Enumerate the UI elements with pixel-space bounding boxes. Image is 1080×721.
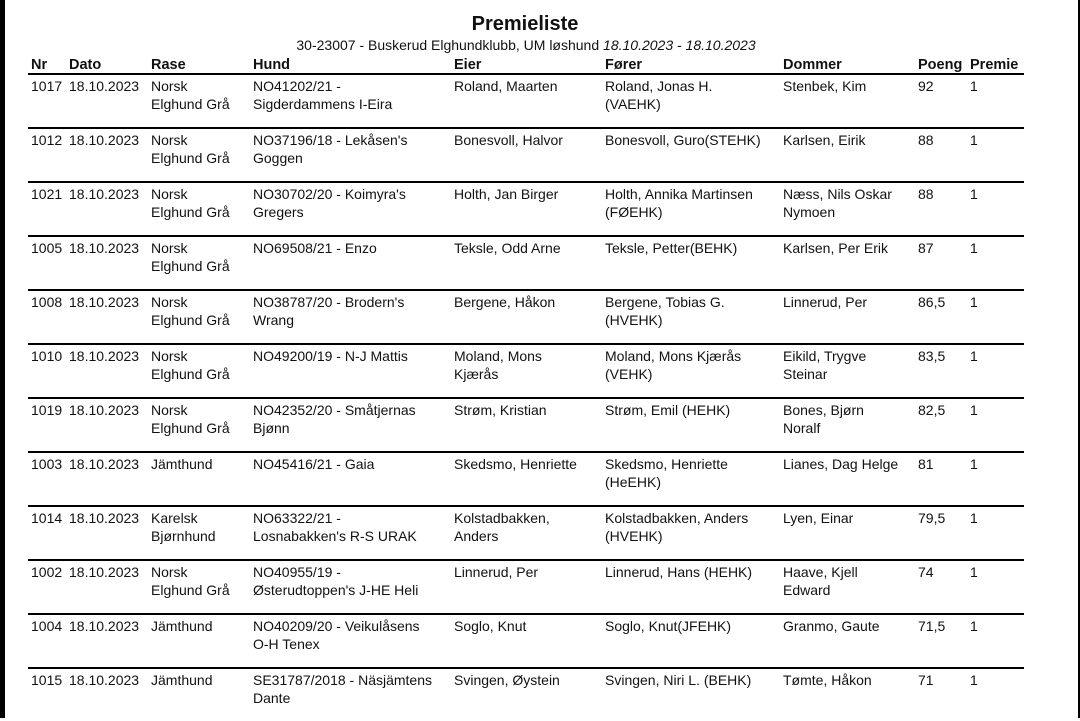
table-header-row bbox=[28, 55, 1024, 74]
cell-premie: 1 bbox=[967, 182, 1024, 236]
cell-dommer: Eikild, Trygve Steinar bbox=[780, 344, 915, 398]
cell-dato: 18.10.2023 bbox=[66, 614, 148, 668]
table-row bbox=[28, 182, 1024, 236]
cell-nr: 1019 bbox=[28, 398, 66, 452]
cell-dommer: Bones, Bjørn Noralf bbox=[780, 398, 915, 452]
table-row bbox=[28, 506, 1024, 560]
header-rase: Rase bbox=[148, 55, 250, 74]
cell-poeng: 74 bbox=[915, 560, 967, 614]
header-premie: Premie bbox=[967, 55, 1024, 74]
cell-poeng: 83,5 bbox=[915, 344, 967, 398]
cell-premie: 1 bbox=[967, 398, 1024, 452]
cell-forer: Linnerud, Hans (HEHK) bbox=[602, 560, 780, 614]
cell-forer: Svingen, Niri L. (BEHK) bbox=[605, 672, 752, 688]
cell-eier: Soglo, Knut bbox=[451, 614, 602, 668]
header-eier: Eier bbox=[451, 55, 602, 74]
cell-rase: Norsk Elghund Grå bbox=[148, 182, 250, 236]
cell-poeng: 82,5 bbox=[915, 398, 967, 452]
cell-dato: 18.10.2023 bbox=[66, 560, 148, 614]
cell-nr: 1017 bbox=[28, 74, 66, 128]
cell-premie: 1 bbox=[967, 74, 1024, 128]
cell-dommer: Linnerud, Per bbox=[780, 290, 915, 344]
cell-dato: 18.10.2023 bbox=[66, 74, 148, 128]
cell-premie: 1 bbox=[967, 560, 1024, 614]
cell-eier: Linnerud, Per bbox=[451, 560, 602, 614]
cell-dommer: Karlsen, Per Erik bbox=[780, 236, 915, 290]
table-row bbox=[28, 128, 1024, 182]
cell-forer: Kolstadbakken, Anders (HVEHK) bbox=[602, 506, 780, 560]
cell-hund: NO30702/20 - Koimyra's Gregers bbox=[250, 182, 451, 236]
cell-nr: 1008 bbox=[28, 290, 66, 344]
cell-forer: Bergene, Tobias G. (HVEHK) bbox=[602, 290, 780, 344]
cell-rase: Jämthund bbox=[151, 672, 213, 688]
header-poeng: Poeng bbox=[915, 55, 967, 74]
cell-dato: 18.10.2023 bbox=[66, 128, 148, 182]
cell-premie: 1 bbox=[967, 506, 1024, 560]
cell-hund: NO41202/21 - Sigderdammens I-Eira bbox=[250, 74, 451, 128]
cell-eier: Holth, Jan Birger bbox=[451, 182, 602, 236]
cell-rase: Norsk Elghund Grå bbox=[148, 128, 250, 182]
header-dommer: Dommer bbox=[780, 55, 915, 74]
cell-dommer: Haave, Kjell Edward bbox=[780, 560, 915, 614]
cell-poeng: 79,5 bbox=[915, 506, 967, 560]
cell-eier: Roland, Maarten bbox=[451, 74, 602, 128]
cell-nr: 1012 bbox=[28, 128, 66, 182]
cell-forer: Strøm, Emil (HEHK) bbox=[602, 398, 780, 452]
cell-forer: Skedsmo, Henriette (HeEHK) bbox=[602, 452, 780, 506]
header-hund: Hund bbox=[250, 55, 451, 74]
cell-nr: 1004 bbox=[28, 614, 66, 668]
cell-hund: NO45416/21 - Gaia bbox=[250, 452, 451, 506]
header-forer: Fører bbox=[602, 55, 780, 74]
cell-dato: 18.10.2023 bbox=[66, 452, 148, 506]
cell-eier: Skedsmo, Henriette bbox=[451, 452, 602, 506]
cell-hund: NO40209/20 - Veikulåsens O-H Tenex bbox=[250, 614, 451, 668]
cell-hund: NO63322/21 - Losnabakken's R-S URAK bbox=[250, 506, 451, 560]
cell-rase: Norsk Elghund Grå bbox=[148, 398, 250, 452]
table-row bbox=[28, 398, 1024, 452]
cell-forer: Soglo, Knut(JFEHK) bbox=[602, 614, 780, 668]
cell-rase: Norsk Elghund Grå bbox=[148, 344, 250, 398]
cell-premie: 1 bbox=[970, 672, 978, 688]
table-row bbox=[28, 74, 1024, 128]
event-name: 30-23007 - Buskerud Elghundklubb, UM løshund bbox=[296, 37, 600, 53]
cell-rase: Jämthund bbox=[148, 614, 250, 668]
table-row bbox=[28, 560, 1024, 614]
cell-poeng: 71,5 bbox=[915, 614, 967, 668]
cell-forer: Holth, Annika Martinsen (FØEHK) bbox=[602, 182, 780, 236]
cell-dommer: Stenbek, Kim bbox=[780, 74, 915, 128]
cell-rase: Jämthund bbox=[148, 452, 250, 506]
cell-eier: Bergene, Håkon bbox=[451, 290, 602, 344]
cell-nr: 1021 bbox=[28, 182, 66, 236]
cell-nr: 1010 bbox=[28, 344, 66, 398]
table-row bbox=[28, 668, 1024, 721]
cell-dato: 18.10.2023 bbox=[66, 398, 148, 452]
table-row bbox=[28, 344, 1024, 398]
cell-eier: Strøm, Kristian bbox=[451, 398, 602, 452]
cell-dommer: Lyen, Einar bbox=[780, 506, 915, 560]
cell-dommer: Lianes, Dag Helge bbox=[780, 452, 915, 506]
cell-premie: 1 bbox=[967, 614, 1024, 668]
cell-dato: 18.10.2023 bbox=[66, 182, 148, 236]
cell-hund: NO69508/21 - Enzo bbox=[250, 236, 451, 290]
cell-premie: 1 bbox=[967, 128, 1024, 182]
cell-rase: Norsk Elghund Grå bbox=[148, 74, 250, 128]
page-title: Premieliste bbox=[471, 13, 579, 35]
cell-forer: Teksle, Petter(BEHK) bbox=[602, 236, 780, 290]
table-row bbox=[28, 236, 1024, 290]
cell-premie: 1 bbox=[967, 452, 1024, 506]
cell-dato: 18.10.2023 bbox=[66, 236, 148, 290]
cell-forer: Bonesvoll, Guro(STEHK) bbox=[602, 128, 780, 182]
cell-premie: 1 bbox=[967, 344, 1024, 398]
cell-nr: 1002 bbox=[28, 560, 66, 614]
cell-rase: Norsk Elghund Grå bbox=[148, 560, 250, 614]
prize-list-table bbox=[28, 55, 1024, 721]
cell-eier: Svingen, Øystein bbox=[454, 672, 560, 688]
header-dato: Dato bbox=[66, 55, 148, 74]
cell-dommer: Tømte, Håkon bbox=[783, 672, 872, 688]
cell-nr: 1014 bbox=[28, 506, 66, 560]
cell-nr: 1003 bbox=[28, 452, 66, 506]
header-nr: Nr bbox=[28, 55, 66, 74]
cell-hund: NO38787/20 - Brodern's Wrang bbox=[250, 290, 451, 344]
cell-forer: Moland, Mons Kjærås (VEHK) bbox=[602, 344, 780, 398]
cell-dato: 18.10.2023 bbox=[66, 290, 148, 344]
cell-hund: SE31787/2018 - Näsjämtens Dante bbox=[253, 672, 432, 706]
cell-rase: Karelsk Bjørnhund bbox=[148, 506, 250, 560]
cell-poeng: 92 bbox=[915, 74, 967, 128]
cell-premie: 1 bbox=[967, 236, 1024, 290]
cell-dommer: Næss, Nils Oskar Nymoen bbox=[780, 182, 915, 236]
cell-hund: NO37196/18 - Lekåsen's Goggen bbox=[250, 128, 451, 182]
cell-eier: Moland, Mons Kjærås bbox=[451, 344, 602, 398]
cell-hund: NO42352/20 - Småtjernas Bjønn bbox=[250, 398, 451, 452]
cell-eier: Teksle, Odd Arne bbox=[451, 236, 602, 290]
cell-poeng: 71 bbox=[918, 672, 934, 688]
cell-poeng: 81 bbox=[915, 452, 967, 506]
table-row bbox=[28, 614, 1024, 668]
event-subtitle bbox=[0, 37, 1052, 53]
cell-rase: Norsk Elghund Grå bbox=[148, 290, 250, 344]
cell-dato: 18.10.2023 bbox=[69, 672, 140, 688]
cell-rase: Norsk Elghund Grå bbox=[148, 236, 250, 290]
cell-eier: Bonesvoll, Halvor bbox=[451, 128, 602, 182]
table-row bbox=[28, 290, 1024, 344]
cell-poeng: 87 bbox=[915, 236, 967, 290]
cell-dommer: Granmo, Gaute bbox=[780, 614, 915, 668]
cell-poeng: 88 bbox=[915, 182, 967, 236]
table-row bbox=[28, 452, 1024, 506]
cell-hund: NO40955/19 - Østerudtoppen's J-HE Heli bbox=[250, 560, 451, 614]
cell-dato: 18.10.2023 bbox=[66, 344, 148, 398]
cell-poeng: 88 bbox=[915, 128, 967, 182]
cell-hund: NO49200/19 - N-J Mattis bbox=[250, 344, 451, 398]
cell-dato: 18.10.2023 bbox=[66, 506, 148, 560]
cell-dommer: Karlsen, Eirik bbox=[780, 128, 915, 182]
cell-nr: 1015 bbox=[31, 672, 63, 688]
cell-eier: Kolstadbakken, Anders bbox=[451, 506, 602, 560]
event-dates: 18.10.2023 - 18.10.2023 bbox=[603, 37, 756, 53]
left-border bbox=[0, 0, 5, 718]
cell-poeng: 86,5 bbox=[915, 290, 967, 344]
cell-forer: Roland, Jonas H. (VAEHK) bbox=[602, 74, 780, 128]
cell-premie: 1 bbox=[967, 290, 1024, 344]
cell-nr: 1005 bbox=[28, 236, 66, 290]
